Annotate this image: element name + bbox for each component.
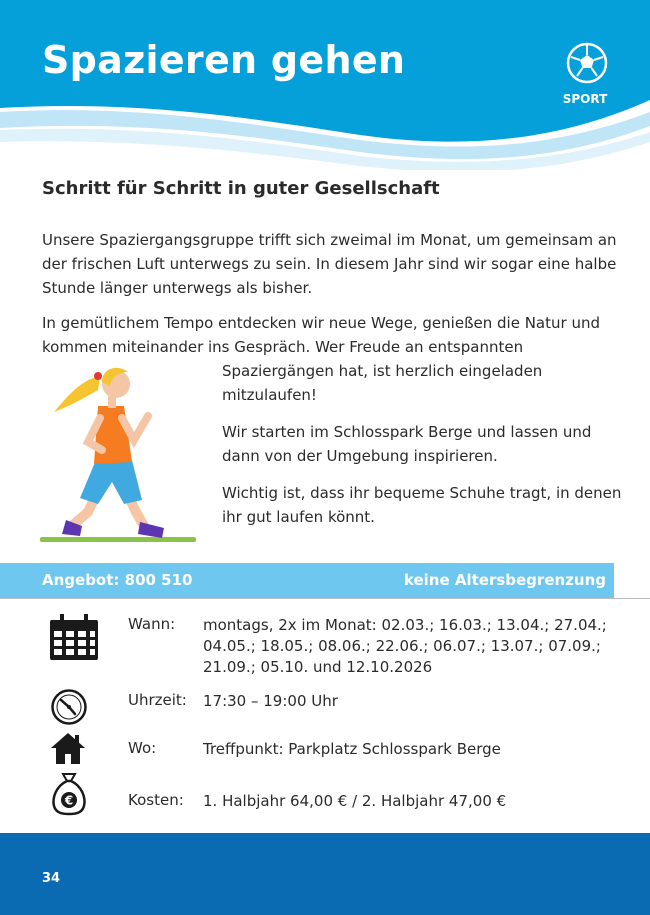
article-subtitle: Schritt für Schritt in guter Gesellschaft <box>42 178 440 199</box>
page-footer <box>0 833 650 915</box>
time-label: Uhrzeit: <box>128 691 187 709</box>
paragraph-2: In gemütlichem Tempo entdecken wir neue Wege, genießen die Natur und kommen miteinander ins Gespräch. Wer Freude an entspannten <box>42 314 600 356</box>
paragraph-2-continued: Spaziergängen hat, ist herzlich eingeladen mitzulaufen! <box>222 362 543 404</box>
page-title: Spazieren gehen <box>42 38 406 82</box>
category-label: SPORT <box>562 92 608 106</box>
page-number: 34 <box>42 871 61 886</box>
cost-value: 1. Halbjahr 64,00 € / 2. Halbjahr 47,00 € <box>203 792 507 810</box>
svg-text:€: € <box>64 793 74 808</box>
calendar-icon <box>48 614 100 662</box>
paragraph-3: Wir starten im Schlosspark Berge und lassen und dann von der Umgebung inspirieren. <box>222 423 592 465</box>
when-label: Wann: <box>128 615 176 633</box>
time-value: 17:30 – 19:00 Uhr <box>203 692 338 710</box>
where-value: Treffpunkt: Parkplatz Schlosspark Berge <box>203 740 501 758</box>
soccer-ball-icon <box>566 42 608 84</box>
age-restriction: keine Altersbegrenzung <box>403 571 606 589</box>
house-icon <box>49 731 87 765</box>
money-bag-icon <box>50 770 88 816</box>
cost-label: Kosten: <box>128 791 184 809</box>
where-label: Wo: <box>128 739 157 757</box>
clock-icon <box>50 688 88 726</box>
page-header <box>0 0 650 170</box>
walking-woman-illustration <box>40 362 200 547</box>
paragraph-4: Wichtig ist, dass ihr bequeme Schuhe tragt, in denen ihr gut laufen könnt. <box>222 484 622 526</box>
divider <box>0 598 650 599</box>
header-wave-background <box>0 0 650 170</box>
paragraph-1: Unsere Spaziergangsgruppe trifft sich zweimal im Monat, um gemeinsam an der frischen Luft unterwegs zu sein. In diesem Jahr sind wir sogar eine halbe Stunde länger unterwegs als bisher. <box>42 231 617 297</box>
when-value: montags, 2x im Monat: 02.03.; 16.03.; 13.04.; 27.04.; 04.05.; 18.05.; 08.06.; 22.06.; 06.07.; 13.07.; 07.09.; 21.09.; 05.10. und 12.10.2026 <box>203 616 607 676</box>
offer-number: Angebot: 800 510 <box>42 571 193 589</box>
